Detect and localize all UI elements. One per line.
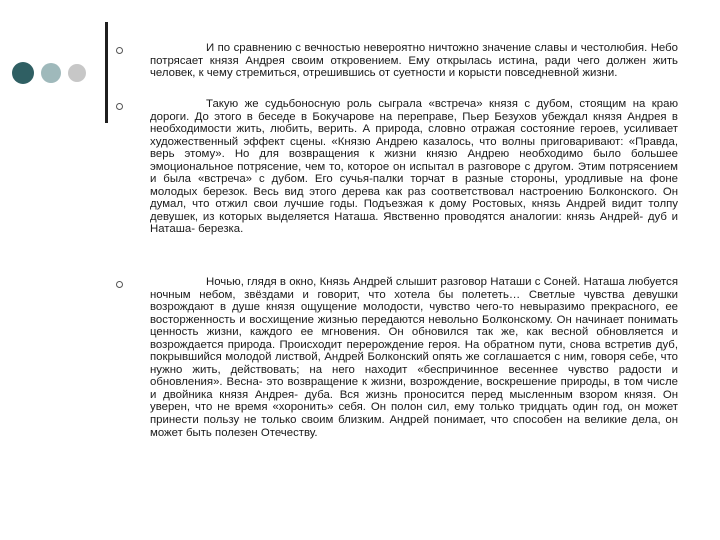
paragraph-1 — [150, 42, 678, 80]
decorative-dot-medium — [41, 63, 61, 83]
decorative-dot-light — [68, 64, 86, 82]
paragraph-text: Ночью, глядя в окно, Князь Андрей слышит разговор Наташи с Соней. Наташа любуется ночным небом, звёздами и говорит, что хотела бы полететь… Светлые чувства девушки возрождают в душе князя ощущение молодости, чувство чего-то невыразимо прекрасного, ее восторженность и восхищение жизнью передаются невольно Болконскому. Он начинает понимать ценность жизни, каждого ее мгновения. Он обновился так же, как весной обновляется и возрождается природа. Происходит перерождение героя. На обратном пути, снова встретив дуб, покрывшийся молодой листвой, Андрей Болконский опять же соглашается с ним, говоря себе, что нужно жить, действовать; на него находит «беспричинное весеннее чувство радости и обновления». Весна- это возвращение к жизни, возрождение, воскрешение природы, в том числе и двойника князя Андрея- дуба. Вся жизнь проносится перед мысленным взором князя. Он уверен, что не время «хоронить» себя. Он полон сил, ему только тридцать один год, он может принести пользу не только своим близким. Андрей понимает, что способен на великие дела, он может быть полезен Отечеству. — [150, 276, 678, 439]
paragraph-2 — [150, 98, 678, 236]
decorative-dot-dark — [12, 62, 34, 84]
paragraph-text: И по сравнению с вечностью невероятно ничтожно значение славы и честолюбия. Небо потрясает князя Андрея своим откровением. Ему открылась истина, ради чего должен жить человек, к чему стремиться, отрешившись от суетности и корысти повседневной жизни. — [150, 42, 678, 80]
decorative-vertical-line — [105, 22, 108, 123]
paragraph-3 — [150, 276, 678, 439]
bullet-icon — [116, 47, 123, 54]
bullet-icon — [116, 281, 123, 288]
paragraph-text: Такую же судьбоносную роль сыграла «встреча» князя с дубом, стоящим на краю дороги. До этого в беседе в Бокучарове на переправе, Пьер Безухов убеждал князя Андрея в необходимости жить, любить, верить. А природа, словно отражая состояние героев, усиливает художественный эффект сцены. «Князю Андрею казалось, что волны приговаривают: «Правда, верь этому». Но для возвращения к жизни князю Андрею необходимо было большее эмоциональное потрясение, чем то, которое он испытал в разговоре с другом. Этим потрясением и была «встреча» с дубом. Его сучья-палки торчат в разные стороны, уродливые на фоне молодых березок. Весь вид этого дерева как раз соответствовал настроению Болконского. Он думал, что отжил свои лучшие годы. Подъезжая к дому Ростовых, князь Андрей видит толпу девушек, из которых выделяется Наташа. Явственно проводятся аналогии: князь Андрей- дуб и Наташа- березка. — [150, 98, 678, 236]
bullet-icon — [116, 103, 123, 110]
